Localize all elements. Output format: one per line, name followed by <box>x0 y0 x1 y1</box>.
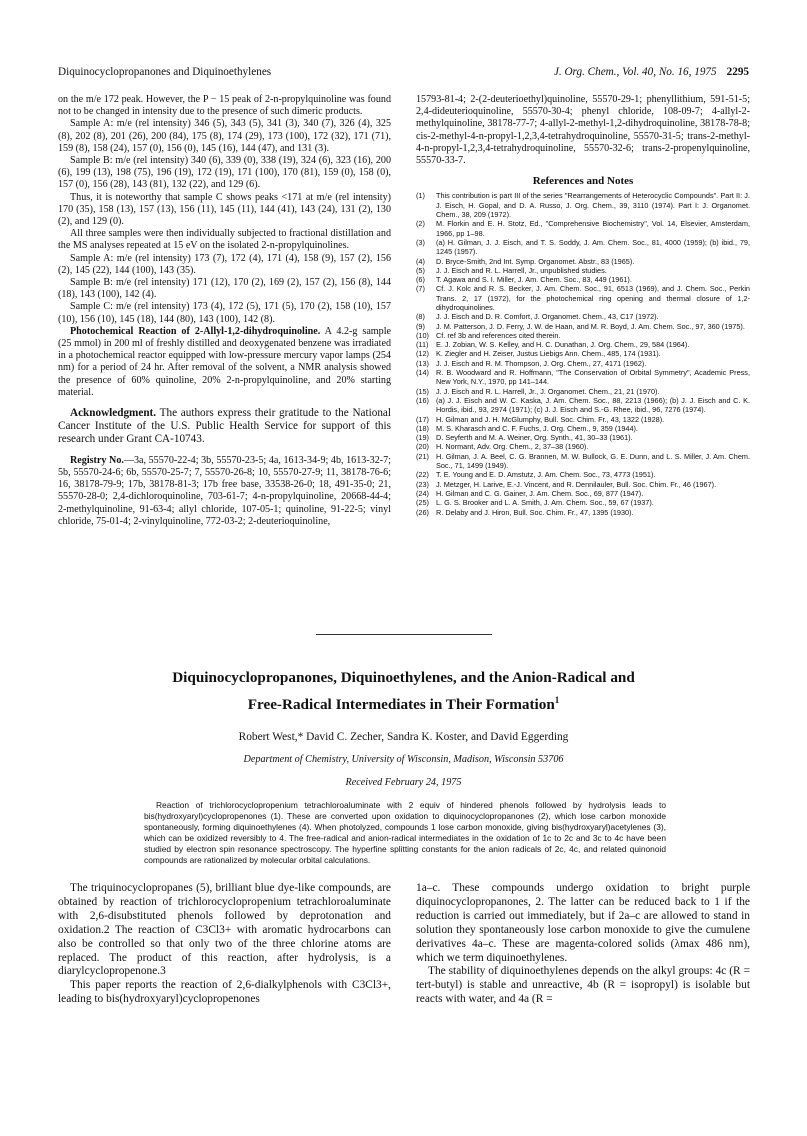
reference-item <box>416 284 750 312</box>
paragraph: on the m/e 172 peak. However, the P − 15 peak of 2-n-propylquinoline was found not to be changed in intensity due to the presence of such dimeric products. <box>58 94 391 118</box>
reference-text: E. J. Zobian, W. S. Kelley, and H. C. Dunathan, J. Org. Chem., 29, 584 (1964). <box>436 340 690 350</box>
left-column <box>58 94 391 528</box>
photochemical-paragraph <box>58 326 391 399</box>
paragraph: All three samples were then individually subjected to fractional distillation and the MS analyses repeated at 15 eV on the isolated 2-n-propylquinolines. <box>58 228 391 252</box>
abstract-text: Reaction of trichlorocyclopropenium tetrachloroaluminate with 2 equiv of hindered phenols followed by hydrolysis leads to bis(hydroxyaryl)cyclopropenones (1). These are converted upon oxidation to diquinocyclopropanones (2), which lose carbon monoxide spontaneously, forming diquinoethylenes (4). When photolyzed, compounds 1 lose carbon monoxide, giving bis(hydroxyaryl)acetylenes (3), which can be oxidized reversibly to 4. The free-radical and anion-radical intermediates in the oxidation of 1c to 2c and 3c to 4c have been studied by electron spin resonance spectroscopy. The hyperfine splitting constants for the anion radicals of 2c, 4c, and related quinonoid compounds are rationalized by molecular orbital calculations. <box>144 800 666 866</box>
reference-item <box>416 396 750 415</box>
reference-item <box>416 266 750 275</box>
reference-item <box>416 331 750 340</box>
running-head <box>58 66 749 78</box>
author-list: Robert West,* David C. Zecher, Sandra K. Koster, and David Eggerding <box>238 731 569 743</box>
title-footnote-marker: 1 <box>554 695 560 705</box>
paragraph: Sample A: m/e (rel intensity) 173 (7), 172 (4), 171 (4), 158 (9), 157 (2), 156 (2), 145 (22), 144 (100), 143 (35). <box>58 252 391 276</box>
reference-item <box>416 275 750 284</box>
reference-number: (21) <box>416 451 429 461</box>
section-heading: Photochemical Reaction of 2-Allyl-1,2-dihydroquinoline. <box>70 325 321 337</box>
reference-item <box>416 359 750 368</box>
reference-text: J. M. Patterson, J. D. Ferry, J. W. de Haan, and M. R. Boyd, J. Am. Chem. Soc., 97, 360 (1975). <box>436 321 745 331</box>
reference-number: (10) <box>416 330 429 340</box>
title-line <box>100 689 707 716</box>
abstract <box>144 800 666 867</box>
reference-number: (12) <box>416 349 429 359</box>
reference-item <box>416 442 750 451</box>
reference-item <box>416 424 750 433</box>
reference-item <box>416 219 750 238</box>
reference-text: This contribution is part III of the series "Rearrangements of Heterocyclic Compounds". Part II: J. J. Eisch, H. Gopal, and D. A. Russo, J. Org. Chem., 39, 3110 (1974). Part I: J. Organomet. Chem., 38, 209 (1972). <box>436 191 750 220</box>
reference-item <box>416 191 750 219</box>
reference-item <box>416 368 750 387</box>
received-date: Received February 24, 1975 <box>345 777 462 788</box>
reference-item <box>416 312 750 321</box>
running-head-citation <box>554 66 749 78</box>
registry-continued: 15793-81-4; 2-(2-deuterioethyl)quinoline, 55570-29-1; phenyllithium, 591-51-5; 2,4-dideuterioquinoline, 55570-30-4; phenyl chloride, 108-09-7; 4-allyl-2-methylquinoline, 38178-77-7; 4-allyl-2-methyl-1,2-dihydroquinoline, 38178-78-8; cis-2-methyl-4-n-propyl-1,2,3,4-tetrahydroquinoline, 55570-31-5; trans-2-methyl-4-n-propyl-1,2,3,4-tetrahydroquinoline, 55570-32-6; trans-2-propenylquinoline, 55570-33-7. <box>416 94 750 167</box>
reference-item <box>416 340 750 349</box>
paragraph: The triquinocyclopropanes (5), brilliant blue dye-like compounds, are obtained by reaction of trichlorocyclopropenium tetrachloroaluminate with 2,6-disubstituted phenols followed by deprotonation and oxidation.2 The reaction of C3Cl3+ with aromatic hydrocarbons can also be controlled so that only two of the three chlorine atoms are replaced. The product of this reaction, after hydrolysis, is a diarylcyclopropenone.3 <box>58 882 391 978</box>
references-heading: References and Notes <box>532 175 634 188</box>
reference-text: M. S. Kharasch and C. F. Fuchs, J. Org. Chem., 9, 359 (1944). <box>436 423 638 433</box>
reference-number: (13) <box>416 358 429 368</box>
paragraph: Sample A: m/e (rel intensity) 346 (5), 343 (5), 341 (3), 340 (7), 326 (4), 325 (8), 202 (8), 201 (26), 200 (84), 175 (8), 174 (29), 173 (100), 172 (32), 171 (71), 159 (8), 158 (24), 157 (0), 156 (0), 145 (16), 144 (47), and 131 (3). <box>58 118 391 154</box>
reference-item <box>416 387 750 396</box>
reference-text: H. Gilman and J. H. McGlumphy, Bull. Soc. Chim. Fr., 43, 1322 (1928). <box>436 414 665 424</box>
reference-item <box>416 508 750 517</box>
article-body-left <box>58 882 391 1007</box>
article-body-right <box>416 882 750 1007</box>
reference-number: (26) <box>416 507 429 517</box>
references-list <box>416 191 750 516</box>
reference-text: (a) H. Gilman, J. J. Eisch, and T. S. Soddy, J. Am. Chem. Soc., 81, 4000 (1959); (b) ibid., 79, 1245 (1957). <box>436 237 750 257</box>
reference-item <box>416 433 750 442</box>
reference-number: (15) <box>416 386 429 396</box>
page-number: 2295 <box>726 66 749 78</box>
affiliation: Department of Chemistry, University of Wisconsin, Madison, Wisconsin 53706 <box>243 754 564 765</box>
registry-text: —3a, 55570-22-4; 3b, 55570-23-5; 4a, 1613-34-9; 4b, 1613-32-7; 5b, 55570-24-6; 6b, 55570-25-7; 7, 55570-26-8; 10, 55570-27-9; 11, 38178-76-6; 16, 38178-79-9; 17b, 38178-81-3; 17b free base, 33538-26-0; 18, 491-35-0; 21, 55570-28-0; 2,4-dichloroquinoline, 703-61-7; 4-n-propylquinoline, 20668-44-4; 2-methylquinoline, 91-63-4; allyl chloride, 107-05-1; quinoline, 91-22-5; vinyl chloride, 75-01-4; 2-vinylquinoline, 772-03-2; 2-deuterioquinoline, <box>58 454 391 527</box>
reference-text: H. Normant, Adv. Org. Chem., 2, 37–38 (1960). <box>436 442 589 452</box>
acknowledgment <box>58 407 391 447</box>
paragraph: Thus, it is noteworthy that sample C shows peaks <171 at m/e (rel intensity) 170 (35), 158 (13), 157 (13), 156 (11), 145 (11), 144 (41), 143 (24), 131 (2), 130 (2), and 129 (0). <box>58 191 391 228</box>
title-line: Diquinocyclopropanones, Diquinoethylenes, and the Anion-Radical and <box>172 669 635 686</box>
section-divider <box>316 634 492 635</box>
running-head-title: Diquinocyclopropanones and Diquinoethylenes <box>58 66 272 78</box>
reference-text: J. Metzger, H. Larive, E.-J. Vincent, and R. Dennilauler, Bull. Soc. Chim. Fr., 46 (1967). <box>436 479 717 489</box>
reference-number: (25) <box>416 498 429 508</box>
reference-number: (22) <box>416 470 429 480</box>
reference-number: (11) <box>416 340 429 350</box>
reference-text: R. B. Woodward and R. Hoffmann, "The Conservation of Orbital Symmetry", Academic Press, New York, N.Y., 1970, pp 141–144. <box>436 368 750 387</box>
journal-citation: J. Org. Chem., Vol. 40, No. 16, 1975 <box>553 66 717 78</box>
reference-text: J. J. Eisch and D. R. Comfort, J. Organomet. Chem., 43, C17 (1972). <box>436 312 659 322</box>
reference-item <box>416 415 750 424</box>
reference-number: (7) <box>416 284 425 294</box>
paragraph: Sample B: m/e (rel intensity) 171 (12), 170 (2), 169 (2), 157 (2), 156 (8), 144 (18), 143 (100), 142 (4). <box>58 277 391 301</box>
reference-number: (18) <box>416 423 429 433</box>
reference-text: R. Delaby and J. Hiron, Bull. Soc. Chim. Fr., 47, 1395 (1930). <box>436 507 634 517</box>
reference-item <box>416 322 750 331</box>
reference-item <box>416 470 750 479</box>
reference-text: D. Bryce-Smith, 2nd Int. Symp. Organomet. Abstr., 83 (1965). <box>436 256 635 266</box>
section-text: A 4.2-g sample (25 mmol) in 200 ml of freshly distilled and deoxygenated benzene was irradiated in a photochemical reactor equipped with low-pressure mercury vapor lamps (254 nm) for a period of 24 hr. After removal of the solvent, a NMR analysis showed the presence of 60% quinoline, 20% 2-n-propylquinoline, and 20% starting material. <box>58 325 391 398</box>
reference-number: (20) <box>416 442 429 452</box>
reference-text: M. Florkin and E. H. Stotz, Ed., "Comprehensive Biochemistry", Vol. 14, Elsevier, Amsterdam, 1966, pp 1–98. <box>436 219 750 238</box>
reference-text: J. J. Eisch and R. M. Thompson, J. Org. Chem., 27, 4171 (1962). <box>436 358 647 368</box>
reference-item <box>416 238 750 257</box>
paragraph: Sample C: m/e (rel intensity) 173 (4), 172 (5), 171 (5), 170 (2), 158 (10), 157 (10), 156 (10), 145 (18), 144 (80), 143 (100), 142 (8). <box>58 301 391 325</box>
reference-text: (a) J. J. Eisch and W. C. Kaska, J. Am. Chem. Soc., 88, 2213 (1966); (b) J. J. Eisch and C. K. Hordis, ibid., 93, 2974 (1971); (c) J. J. Eisch and S.-G. Rhee, ibid., 96, 7276 (1974). <box>436 395 750 415</box>
right-column <box>416 94 750 517</box>
reference-number: (9) <box>416 321 425 331</box>
reference-number: (17) <box>416 414 429 424</box>
paragraph: Sample B: m/e (rel intensity) 340 (6), 339 (0), 338 (19), 324 (6), 323 (16), 200 (6), 199 (13), 198 (75), 196 (19), 172 (19), 171 (100), 170 (81), 159 (0), 158 (0), 157 (0), 156 (28), 143 (81), 132 (22), and 129 (6). <box>58 155 391 191</box>
reference-text: J. J. Eisch and R. L. Harrell, Jr., unpublished studies. <box>436 265 607 275</box>
reference-number: (4) <box>416 256 425 266</box>
reference-number: (14) <box>416 368 429 378</box>
reference-item <box>416 257 750 266</box>
reference-item <box>416 489 750 498</box>
reference-number: (16) <box>416 395 429 405</box>
reference-text: T. Agawa and S. I. Miller, J. Am. Chem. Soc., 83, 449 (1961). <box>436 275 632 285</box>
reference-number: (19) <box>416 433 429 443</box>
reference-text: H. Gilman and C. G. Gainer, J. Am. Chem. Soc., 69, 877 (1947). <box>436 488 644 498</box>
reference-text: H. Gilman, J. A. Beel, C. G. Brannen, M. W. Bullock, G. E. Dunn, and L. S. Miller, J. Am. Chem. Soc., 71, 1499 (1949). <box>436 451 750 471</box>
reference-number: (23) <box>416 479 429 489</box>
paragraph: This paper reports the reaction of 2,6-dialkylphenols with C3Cl3+, leading to bis(hydroxyaryl)cyclopropenones <box>58 979 391 1006</box>
reference-number: (8) <box>416 312 425 322</box>
reference-number: (24) <box>416 488 429 498</box>
reference-text: D. Seyferth and M. A. Weiner, Org. Synth., 41, 30–33 (1961). <box>436 433 633 443</box>
reference-number: (3) <box>416 237 425 247</box>
reference-text: L. G. S. Brooker and L. A. Smith, J. Am. Chem. Soc., 59, 67 (1937). <box>436 498 654 508</box>
reference-number: (1) <box>416 191 425 201</box>
acknowledgment-heading: Acknowledgment. <box>70 407 157 420</box>
reference-text: Cf. ref 3b and references cited therein. <box>436 330 561 340</box>
registry-heading: Registry No. <box>70 454 124 466</box>
reference-item <box>416 498 750 507</box>
reference-number: (5) <box>416 265 425 275</box>
reference-text: K. Ziegler and H. Zeiser, Justus Liebigs Ann. Chem., 485, 174 (1931). <box>436 349 661 359</box>
acknowledgment-text: The authors express their gratitude to the National Cancer Institute of the U.S. Public Health Service for support of this research under Grant CA-10743. <box>58 407 391 446</box>
reference-text: Cf. J. Kolc and R. S. Becker, J. Am. Chem. Soc., 91, 6513 (1969), and J. Chem. Soc., Perkin Trans. 2, 17 (1972), for the photochemical ring opening and thermal closure of 1,2-dihydroquinolines. <box>436 284 750 312</box>
reference-item <box>416 452 750 471</box>
reference-item <box>416 480 750 489</box>
reference-item <box>416 349 750 358</box>
reference-text: T. E. Young and E. D. Amstutz, J. Am. Chem. Soc., 73, 4773 (1951). <box>436 470 656 480</box>
title-line-text: Free-Radical Intermediates in Their Formation <box>247 696 555 714</box>
reference-number: (6) <box>416 275 425 285</box>
paragraph: 1a–c. These compounds undergo oxidation to bright purple diquinocyclopropanones, 2. The latter can be reduced back to 1 if the reduction is carried out immediately, but if 2a–c are allowed to stand in solution they spontaneously lose carbon monoxide to give the cumulene derivatives 4a–c. These are magenta-colored solids (λmax 486 nm), which we term diquinoethylenes. <box>416 882 750 964</box>
reference-text: J. J. Eisch and R. L. Harrell, Jr., J. Organomet. Chem., 21, 21 (1970). <box>436 386 660 396</box>
paragraph: The stability of diquinoethylenes depends on the alkyl groups: 4c (R = tert-butyl) is stable and unreactive, 4b (R = isopropyl) is isolable but reacts with water, and 4a (R = <box>416 965 750 1006</box>
registry-numbers <box>58 455 391 528</box>
article-title <box>100 667 707 716</box>
reference-number: (2) <box>416 219 425 229</box>
